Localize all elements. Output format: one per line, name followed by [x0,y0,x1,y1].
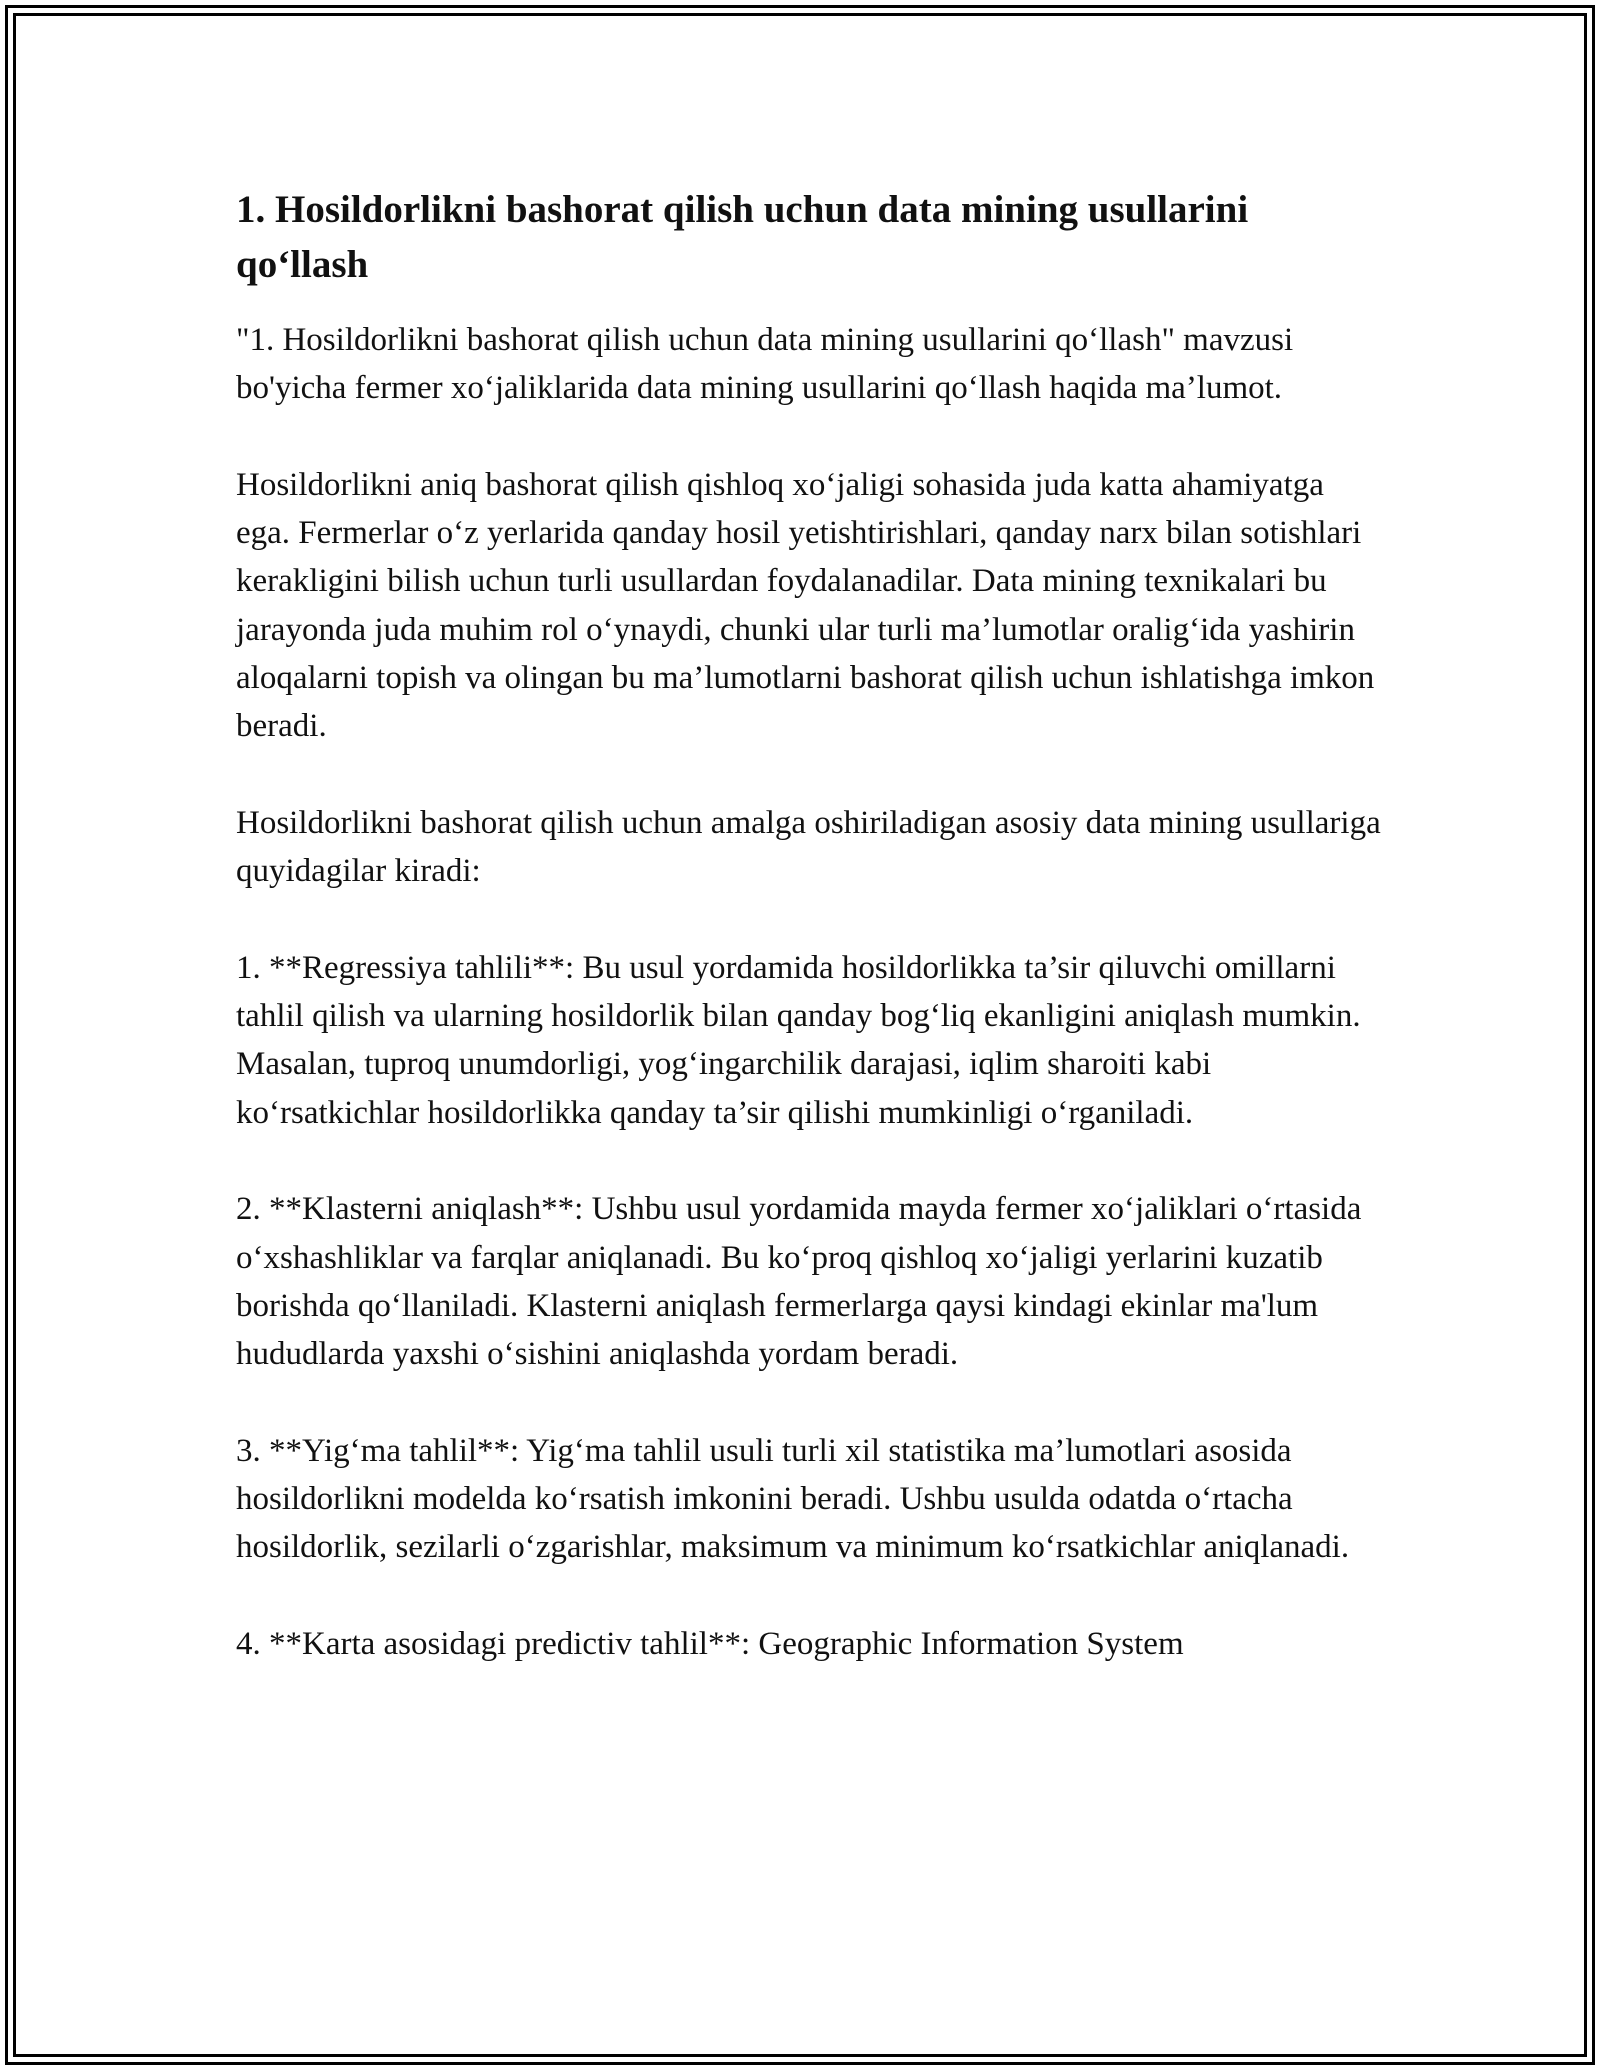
document-body [236,182,1382,1668]
intro-paragraph: "1. Hosildorlikni bashorat qilish uchun data mining usullarini qo‘llash" mavzusi bo'yicha fermer xo‘jaliklarida data mining usullarini qo‘llash haqida ma’lumot. [236,322,1294,407]
list-item-clustering: 2. **Klasterni aniqlash**: Ushbu usul yordamida mayda fermer xo‘jaliklari o‘rtasida o‘xshashliklar va farqlar aniqlanadi. Bu ko‘proq qishloq xo‘jaligi yerlarini kuzatib borishda qo‘llaniladi. Klasterni aniqlash fermerlarga qaysi kindagi ekinlar ma'lum hududlarda yaxshi o‘sishini aniqlashda yordam beradi. [236,1191,1362,1373]
document-title: 1. Hosildorlikni bashorat qilish uchun data mining usullarini qo‘llash [236,188,1249,286]
list-item-map-predictive: 4. **Karta asosidagi predictiv tahlil**: Geographic Information System [236,1626,1184,1663]
context-paragraph: Hosildorlikni aniq bashorat qilish qishloq xo‘jaligi sohasida juda katta ahamiyatga ega. Fermerlar o‘z yerlarida qanday hosil yetishtirishlari, qanday narx bilan sotishlari kerakligini bilish uchun turli usullardan foydalanadilar. Data mining texnikalari bu jarayonda juda muhim rol o‘ynaydi, chunki ular turli ma’lumotlar oralig‘ida yashirin aloqalarni topish va olingan bu ma’lumotlarni bashorat qilish uchun ishlatishga imkon beradi. [236,466,1375,745]
methods-intro-paragraph: Hosildorlikni bashorat qilish uchun amalga oshiriladigan asosiy data mining usullariga quyidagilar kiradi: [236,804,1381,890]
list-item-aggregate-analysis: 3. **Yig‘ma tahlil**: Yig‘ma tahlil usuli turli xil statistika ma’lumotlari asosida hosildorlikni modelda ko‘rsatish imkonini beradi. Ushbu usulda odatda o‘rtacha hosildorlik, sezilarli o‘zgarishlar, maksimum va minimum ko‘rsatkichlar aniqlanadi. [236,1432,1350,1566]
list-item-regression: 1. **Regressiya tahlili**: Bu usul yordamida hosildorlikka ta’sir qiluvchi omillarni tahlil qilish va ularning hosildorlik bilan qanday bog‘liq ekanligini aniqlash mumkin. Masalan, tuproq unumdorligi, yog‘ingarchilik darajasi, iqlim sharoiti kabi ko‘rsatkichlar hosildorlikka qanday ta’sir qilishi mumkinligi o‘rganiladi. [236,949,1361,1131]
